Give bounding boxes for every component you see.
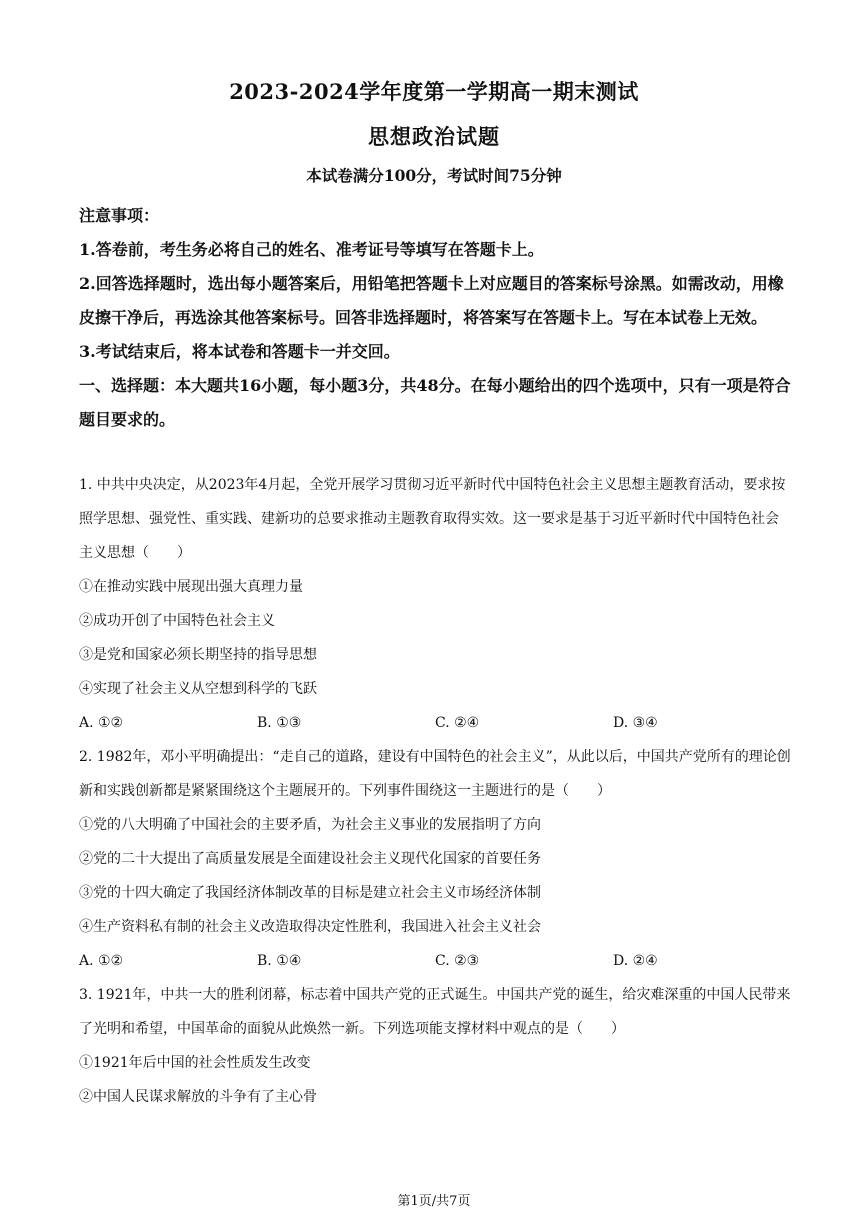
note-item: 2.回答选择题时，选出每小题答案后，用铅笔把答题卡上对应题目的答案标号涂黑。如需改动，用橡皮擦干净后，再选涂其他答案标号。回答非选择题时，将答案写在答题卡上。写在本试卷上无效。 [79,274,784,327]
statement-item: ②党的二十大提出了高质量发展是全面建设社会主义现代化国家的首要任务 [79,851,541,867]
choice-c: C. ②④ [435,715,480,731]
statement-item: ②中国人民谋求解放的斗争有了主心骨 [79,1089,317,1105]
statement-item: ③党的十四大确定了我国经济体制改革的目标是建立社会主义市场经济体制 [79,885,541,901]
statement-item: ④实现了社会主义从空想到科学的飞跃 [79,681,317,697]
question-stem: 1. 中共中央决定，从2023年4月起，全党开展学习贯彻习近平新时代中国特色社会主义思想主题教育活动，要求按照学思想、强党性、重实践、建新功的总要求推动主题教育取得实效。这一要求是基于习近平新时代中国特色社会主义思想（ ） [79,477,786,561]
page-number: 第1页/共7页 [397,1194,471,1209]
choice-d: D. ③④ [613,715,658,731]
note-item: 1.答卷前，考生务必将自己的姓名、准考证号等填写在答题卡上。 [79,240,544,259]
question-stem: 3. 1921年，中共一大的胜利闭幕，标志着中国共产党的正式诞生。中国共产党的诞生，给灾难深重的中国人民带来了光明和希望，中国革命的面貌从此焕然一新。下列选项能支撑材料中观点的是（ ） [79,987,791,1037]
choice-a: A. ①② [79,953,124,969]
statement-item: ①在推动实践中展现出强大真理力量 [79,579,303,595]
choice-b: B. ①③ [257,715,302,731]
answer-choices [79,944,791,978]
choice-b: B. ①④ [257,953,302,969]
choice-d: D. ②④ [613,953,658,969]
note-item: 3.考试结束后，将本试卷和答题卡一并交回。 [79,342,400,361]
questions-section [79,468,791,1114]
exam-subject: 思想政治试题 [368,124,500,149]
exam-title: 2023-2024学年度第一学期高一期末测试 [229,79,639,104]
statement-item: ④生产资料私有制的社会主义改造取得决定性胜利，我国进入社会主义社会 [79,919,541,935]
statement-item: ①1921年后中国的社会性质发生改变 [79,1055,311,1071]
statement-item: ①党的八大明确了中国社会的主要矛盾，为社会主义事业的发展指明了方向 [79,817,541,833]
choice-c: C. ②③ [435,953,480,969]
answer-choices [79,706,791,740]
statement-item: ③是党和国家必须长期坚持的指导思想 [79,647,317,663]
notes-heading: 注意事项： [79,206,160,225]
question-stem: 2. 1982年，邓小平明确提出：“走自己的道路，建设有中国特色的社会主义”，从此以后，中国共产党所有的理论创新和实践创新都是紧紧围绕这个主题展开的。下列事件围绕这一主题进行的是（ ） [79,749,791,799]
statement-item: ②成功开创了中国特色社会主义 [79,613,275,629]
section-heading: 一、选择题：本大题共16小题，每小题3分，共48分。在每小题给出的四个选项中，只有一项是符合题目要求的。 [79,376,791,429]
notes-section [79,199,791,437]
exam-info: 本试卷满分100分，考试时间75分钟 [306,166,562,185]
choice-a: A. ①② [79,715,124,731]
